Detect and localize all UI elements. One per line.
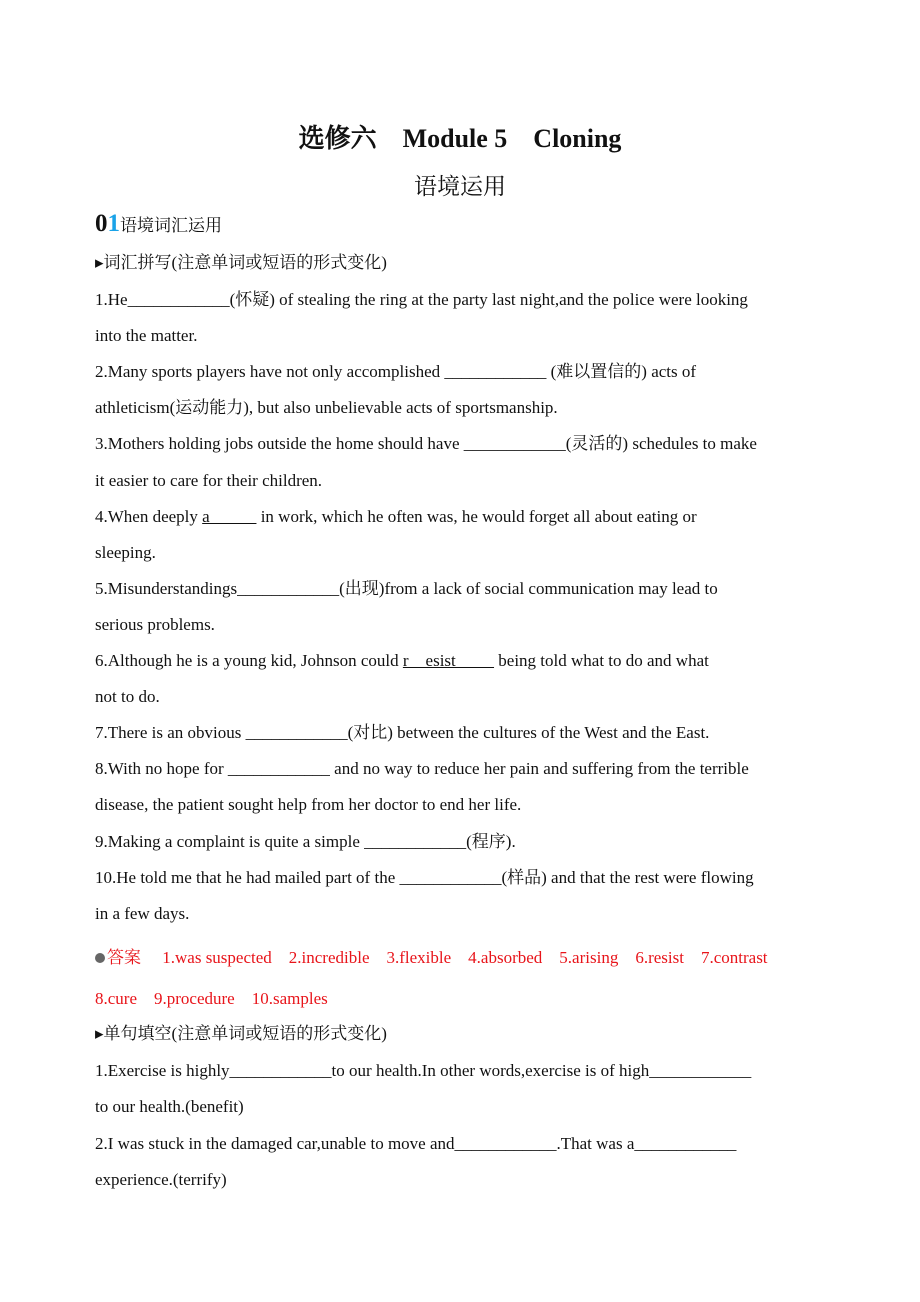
exercise-line: experience.(terrify) bbox=[95, 1169, 227, 1189]
section-heading: 01语境词汇运用 bbox=[95, 210, 222, 237]
answer-blank[interactable]: a bbox=[202, 506, 257, 526]
exercise-line: 2.I was stuck in the damaged car,unable to move and____________.That was a____________ bbox=[95, 1133, 737, 1153]
exercise-line: 9.Making a complaint is quite a simple ____________(程序). bbox=[95, 831, 516, 851]
exercise-line: athleticism(运动能力), but also unbelievable acts of sportsmanship. bbox=[95, 398, 558, 418]
exercise-line: 8.With no hope for ____________ and no way to reduce her pain and suffering from the terrible bbox=[95, 759, 749, 779]
exercise-line: 1.Exercise is highly____________to our health.In other words,exercise is of high____________ bbox=[95, 1061, 752, 1080]
answer-line-2: 8.cure 9.procedure 10.samples bbox=[95, 989, 328, 1008]
answer-icon bbox=[95, 953, 105, 963]
exercise-line: sleeping. bbox=[95, 542, 156, 562]
part2-heading: ▸单句填空(注意单词或短语的形式变化) bbox=[95, 1024, 387, 1043]
exercise-line: into the matter. bbox=[95, 326, 198, 346]
exercise-line: serious problems. bbox=[95, 614, 215, 634]
exercise-line: 10.He told me that he had mailed part of the ____________(样品) and that the rest were flowing bbox=[95, 867, 754, 887]
exercise-line: 6.Although he is a young kid, Johnson could r esist being told what to do and what bbox=[95, 651, 709, 670]
exercise-line: 5.Misunderstandings____________(出现)from a lack of social communication may lead to bbox=[95, 578, 718, 598]
exercise-line: 7.There is an obvious ____________(对比) between the cultures of the West and the East. bbox=[95, 723, 710, 743]
part1-heading: ▸词汇拼写(注意单词或短语的形式变化) bbox=[95, 253, 387, 272]
exercise-line: it easier to care for their children. bbox=[95, 470, 323, 490]
page-subtitle: 语境运用 bbox=[414, 174, 506, 199]
exercise-line: to our health.(benefit) bbox=[95, 1097, 244, 1117]
exercise-line: 2.Many sports players have not only accomplished ____________ (难以置信的) acts of bbox=[95, 362, 697, 382]
exercise-line: disease, the patient sought help from her doctor to end her life. bbox=[95, 795, 522, 815]
exercise-line: in a few days. bbox=[95, 903, 190, 923]
section-number: 01 bbox=[95, 210, 120, 237]
page-title: 选修六 Module 5 Cloning bbox=[298, 124, 622, 153]
exercise-line: 4.When deeply a in work, which he often was, he would forget all about eating or bbox=[95, 506, 697, 526]
answer-line-1: 答案 1.was suspected 2.incredible 3.flexible 4.absorbed 5.arising 6.resist 7.contrast bbox=[95, 946, 768, 970]
exercise-line: not to do. bbox=[95, 687, 160, 707]
answer-blank[interactable]: r esist bbox=[402, 651, 495, 670]
exercise-line: 1.He____________(怀疑) of stealing the ring at the party last night,and the police were looking bbox=[95, 290, 748, 309]
exercise-line: 3.Mothers holding jobs outside the home should have ____________(灵活的) schedules to make bbox=[95, 434, 757, 454]
